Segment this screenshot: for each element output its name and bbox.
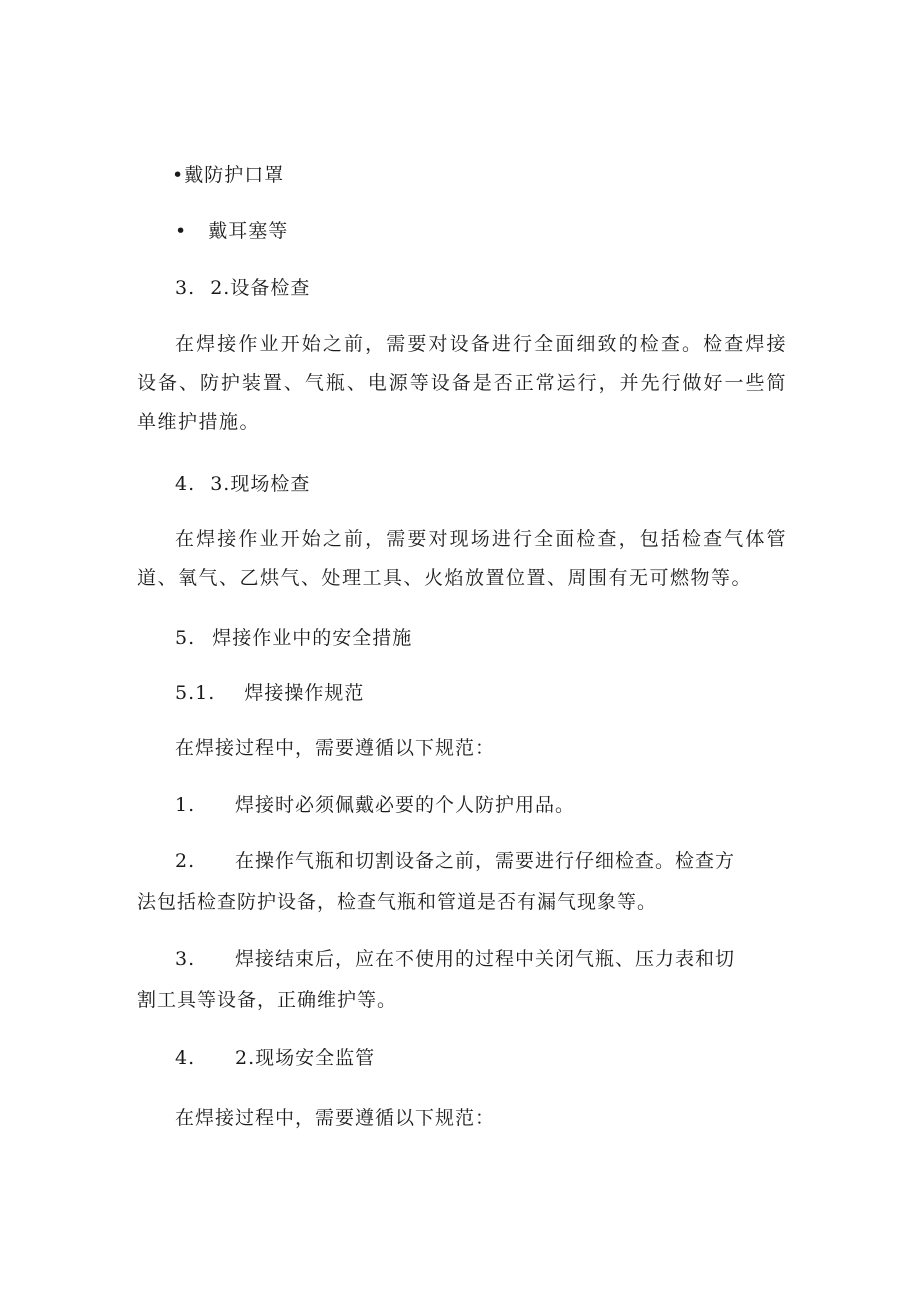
list-item: 1. 焊接时必须佩戴必要的个人防护用品。 — [175, 794, 576, 816]
heading-safety-measures: 5. 焊接作业中的安全措施 — [175, 627, 413, 649]
heading-site-safety-supervision: 4. 2.现场安全监管 — [175, 1047, 376, 1069]
list-item: 3. 焊接结束后，应在不使用的过程中关闭气瓶、压力表和切 — [175, 948, 736, 970]
intro-site-supervision: 在焊接过程中，需要遵循以下规范： — [175, 1107, 496, 1129]
list-item-continuation: 割工具等设备，正确维护等。 — [137, 989, 398, 1011]
list-item-continuation: 法包括检查防护设备，检查气瓶和管道是否有漏气现象等。 — [137, 891, 658, 913]
list-item: 2. 在操作气瓶和切割设备之前，需要进行仔细检查。检查方 — [175, 850, 736, 872]
bullet-mask: •戴防护口罩 — [172, 164, 285, 186]
paragraph-equipment-check: 在焊接作业开始之前，需要对设备进行全面细致的检查。检查焊接设备、防护装置、气瓶、电源等设备是否正常运行，并先行做好一些简单维护措施。 — [137, 333, 787, 433]
intro-welding-spec: 在焊接过程中，需要遵循以下规范： — [175, 737, 496, 759]
heading-site-check: 4. 3.现场检查 — [175, 473, 311, 495]
heading-equipment-check: 3. 2.设备检查 — [175, 277, 311, 299]
heading-welding-operation-spec: 5.1. 焊接操作规范 — [175, 682, 365, 704]
bullet-earplug — [175, 216, 288, 246]
bullet-earplug-text: 戴耳塞等 — [208, 220, 289, 242]
bullet-dot: • — [175, 220, 188, 242]
paragraph-site-check: 在焊接作业开始之前，需要对现场进行全面检查，包括检查气体管道、氧气、乙烘气、处理工具、火焰放置位置、周围有无可燃物等。 — [137, 528, 787, 589]
